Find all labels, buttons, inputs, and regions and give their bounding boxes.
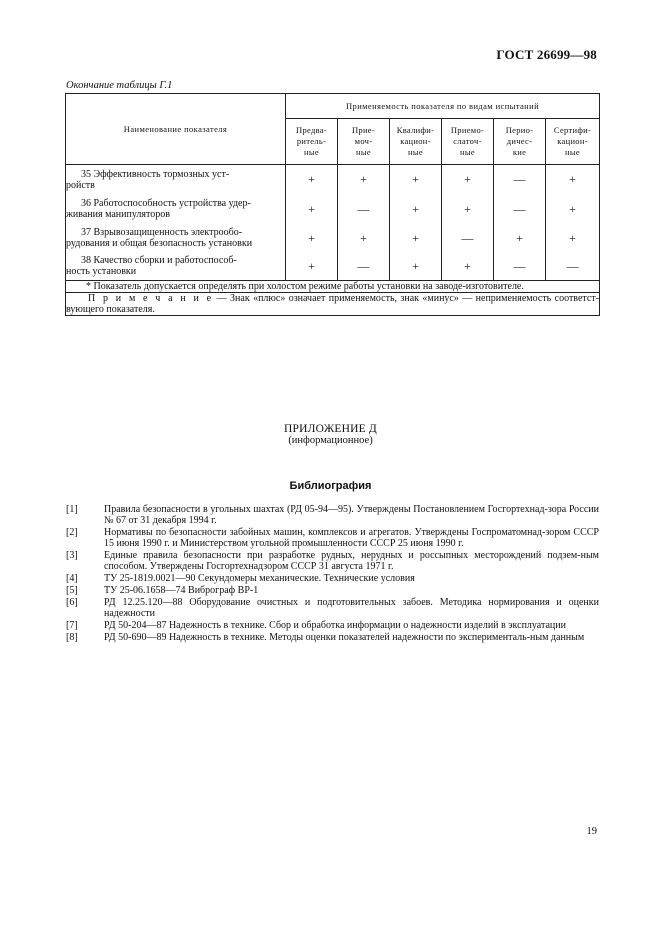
table-cell: +: [546, 224, 600, 253]
bibliography-list: [66, 504, 599, 644]
column-header-indicator-name: Наименование показателя: [66, 94, 286, 165]
item-number: [3]: [66, 550, 78, 561]
row-name: 36 Работоспособность устройства удер- живания манипуляторов: [66, 195, 286, 224]
item-number: [7]: [66, 620, 78, 631]
list-item: [66, 632, 599, 643]
item-text: Правила безопасности в угольных шахтах (РД 05-94—95). Утверждены Постановлением Госгортехнад-зора России № 67 от 31 декабря 1994 г.: [104, 504, 599, 526]
table-cell: +: [286, 224, 338, 253]
table-cell: +: [390, 253, 442, 281]
item-number: [4]: [66, 573, 78, 584]
page-number: 19: [586, 826, 597, 837]
applicability-table: [65, 93, 600, 316]
table-cell: —: [338, 253, 390, 281]
item-text: ТУ 25-06.1658—74 Виброграф ВР-1: [104, 585, 259, 596]
table-cell: +: [286, 253, 338, 281]
item-text: РД 50-204—87 Надежность в технике. Сбор и обработка информации о надежности изделий в эксплуатации: [104, 620, 566, 631]
table-caption: Окончание таблицы Г.1: [66, 80, 173, 91]
item-text: Нормативы по безопасности забойных машин, комплексов и агрегатов. Утверждены Госпроматомнад-зором СССР 15 июня 1990 г. и Министерством угольной промышленности СССР 25 июня 1990 г.: [104, 527, 599, 549]
appendix-title: ПРИЛОЖЕНИЕ Д: [284, 423, 377, 435]
row-name: 38 Качество сборки и работоспособ- ность установки: [66, 253, 286, 281]
list-item: [66, 585, 599, 596]
item-text: РД 50-690—89 Надежность в технике. Методы оценки показателей надежности по эксперименталь-ным данным: [104, 632, 585, 643]
list-item: [66, 573, 599, 584]
table-cell: +: [338, 224, 390, 253]
item-text: Единые правила безопасности при разработке рудных, нерудных и россыпных месторождений подзем-ным способом. Утверждены Госгортехнадзором СССР 31 августа 1971 г.: [104, 550, 599, 572]
column-header-preliminary: Предва- ритель- ные: [286, 119, 338, 165]
table-note: [66, 293, 600, 316]
table-cell: —: [494, 165, 546, 195]
item-number: [8]: [66, 632, 78, 643]
column-header-periodic: Перио- дичес- кие: [494, 119, 546, 165]
appendix-subtitle: (информационное): [288, 435, 373, 446]
note-label: П р и м е ч а н и е: [88, 293, 214, 304]
column-header-qualification: Квалифи- кацион- ные: [390, 119, 442, 165]
list-item: [66, 527, 599, 549]
table-cell: —: [442, 224, 494, 253]
column-header-certification: Сертифи- кацион- ные: [546, 119, 600, 165]
column-header-handover: Приемо- слаточ- ные: [442, 119, 494, 165]
table-cell: +: [286, 165, 338, 195]
table-row: [66, 253, 600, 281]
column-header-test-types: Применяемость показателя по видам испытаний: [286, 94, 600, 119]
table-cell: +: [442, 165, 494, 195]
column-header-acceptance: Прие- моч- ные: [338, 119, 390, 165]
table-cell: —: [494, 195, 546, 224]
table-cell: +: [390, 195, 442, 224]
list-item: [66, 597, 599, 619]
table-cell: —: [338, 195, 390, 224]
table-row: [66, 195, 600, 224]
table-row: [66, 165, 600, 195]
table-footnote: * Показатель допускается определять при холостом режиме работы установки на заводе-изготовителе.: [66, 281, 600, 293]
table-cell: +: [442, 253, 494, 281]
table-cell: +: [286, 195, 338, 224]
list-item: [66, 550, 599, 572]
table-cell: +: [442, 195, 494, 224]
document-number: ГОСТ 26699—98: [496, 47, 597, 62]
item-text: РД 12.25.120—88 Оборудование очистных и подготовительных забоев. Методика нормирования и оценки надежности: [104, 597, 599, 619]
table-cell: +: [338, 165, 390, 195]
item-number: [5]: [66, 585, 78, 596]
note-text: — Знак «плюс» означает применяемость, знак «минус» — неприменяемость соответст-вующего показателя.: [66, 293, 600, 315]
item-number: [1]: [66, 504, 78, 515]
list-item: [66, 504, 599, 526]
row-name: 35 Эффективность тормозных уст- ройств: [66, 165, 286, 195]
table-cell: +: [546, 195, 600, 224]
list-item: [66, 620, 599, 631]
table-row: [66, 224, 600, 253]
table-cell: +: [546, 165, 600, 195]
table-cell: +: [390, 224, 442, 253]
table-cell: —: [546, 253, 600, 281]
item-number: [2]: [66, 527, 78, 538]
row-name: 37 Взрывозащищенность электрообо- рудования и общая безопасность установки: [66, 224, 286, 253]
bibliography-heading: Библиография: [289, 480, 372, 492]
table-cell: —: [494, 253, 546, 281]
table-cell: +: [494, 224, 546, 253]
item-text: ТУ 25-1819.0021—90 Секундомеры механические. Технические условия: [104, 573, 415, 584]
table-cell: +: [390, 165, 442, 195]
item-number: [6]: [66, 597, 78, 608]
